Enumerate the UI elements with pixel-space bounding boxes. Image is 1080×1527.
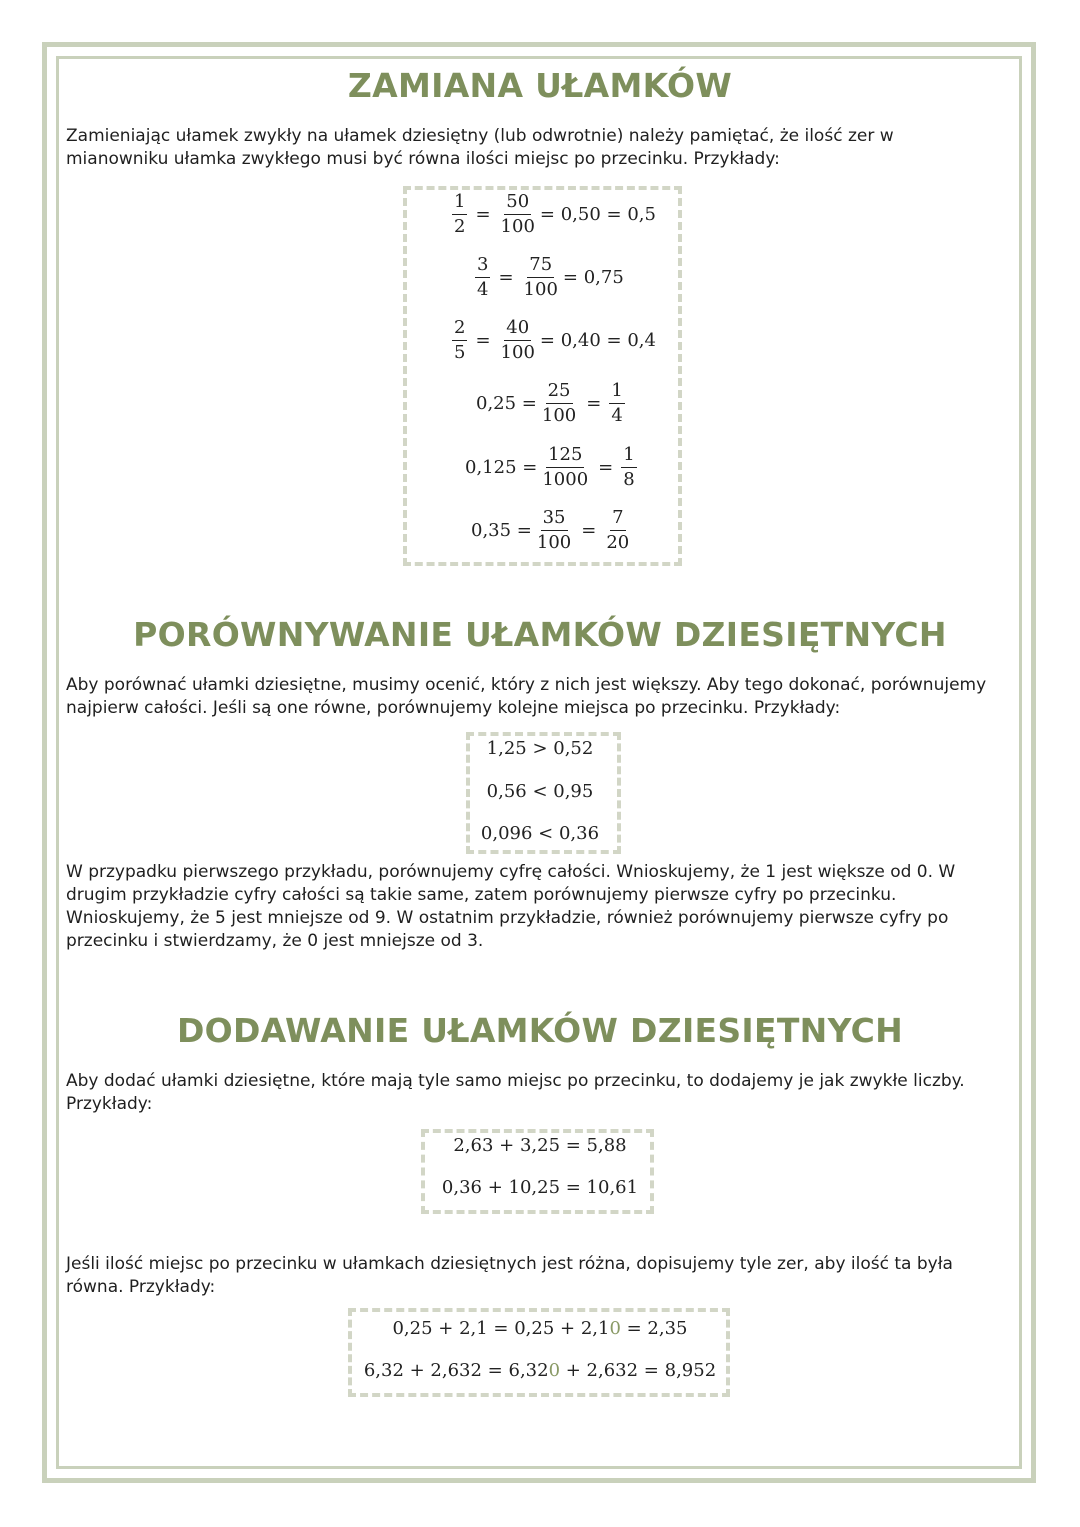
comparison-example: 0,096 < 0,36 [480, 823, 600, 844]
paragraph-line: przecinku i stwierdzamy, że 0 jest mniejsze od 3. [66, 931, 484, 951]
paragraph-line: Aby dodać ułamki dziesiętne, które mają tyle samo miejsc po przecinku, to dodajemy je jak zwykłe liczby. [66, 1071, 965, 1091]
fraction: $\frac{1}{2}$ [454, 191, 466, 237]
fraction: $\frac{3}{4}$ [477, 254, 489, 300]
fraction: $\frac{1}{4}$ [611, 380, 623, 426]
paragraph-addition-padding [66, 1253, 1026, 1299]
paragraph-line: równa. Przykłady: [66, 1277, 216, 1297]
paragraph-line: Aby porównać ułamki dziesiętne, musimy ocenić, który z nich jest większy. Aby tego dokonać, porównujemy [66, 675, 987, 695]
section-title-conversion: ZAMIANA UŁAMKÓW [347, 66, 733, 105]
paragraph-line: Zamieniając ułamek zwykły na ułamek dziesiętny (lub odwrotnie) należy pamiętać, że ilość zer w [66, 126, 894, 146]
fraction: $\frac{1}{8}$ [623, 444, 635, 490]
conversion-example-2: $\frac{3}{4}$ = $\frac{75}{100}$ = 0,75 [477, 254, 624, 300]
paragraph-line: Jeśli ilość miejsc po przecinku w ułamkach dziesiętnych jest różna, dopisujemy tyle zer, aby ilość ta była [66, 1254, 953, 1274]
paragraph-line: mianowniku ułamka zwykłego musi być równa ilości miejsc po przecinku. Przykłady: [66, 149, 780, 169]
paragraph-line: Wnioskujemy, że 5 jest mniejsze od 9. W ostatnim przykładzie, również porównujemy pierwsze cyfry po [66, 908, 949, 928]
fraction: $\frac{75}{100}$ [523, 254, 558, 300]
added-zero: 0 [609, 1318, 621, 1339]
addition-example: 2,63 + 3,25 = 5,88 [453, 1135, 627, 1156]
section-title-comparison: PORÓWNYWANIE UŁAMKÓW DZIESIĘTNYCH [133, 615, 947, 654]
fraction: $\frac{50}{100}$ [500, 191, 535, 237]
paragraph-addition [66, 1070, 1026, 1116]
fraction: $\frac{35}{100}$ [536, 507, 572, 553]
padding-example: 6,32 + 2,632 = 6,320 + 2,632 = 8,952 [363, 1360, 717, 1381]
addition-example: 0,36 + 10,25 = 10,61 [441, 1177, 639, 1198]
paragraph-line: W przypadku pierwszego przykładu, porównujemy cyfrę całości. Wnioskujemy, że 1 jest większe od 0. W [66, 862, 956, 882]
paragraph-comparison-explanation [66, 861, 1026, 953]
conversion-example-1: $\frac{1}{2}$ = $\frac{50}{100}$ = 0,50 = 0,5 [454, 191, 656, 237]
paragraph-comparison [66, 674, 1026, 720]
fraction: $\frac{7}{20}$ [606, 507, 630, 553]
comparison-example: 1,25 > 0,52 [486, 738, 594, 759]
paragraph-conversion [66, 125, 1026, 171]
fraction: $\frac{2}{5}$ [454, 317, 466, 363]
paragraph-line: Przykłady: [66, 1094, 153, 1114]
fraction: $\frac{40}{100}$ [500, 317, 535, 363]
fraction: $\frac{25}{100}$ [541, 380, 577, 426]
paragraph-line: drugim przykładzie cyfry całości są takie same, zatem porównujemy pierwsze cyfry po przecinku. [66, 885, 897, 905]
conversion-example-6: 0,35 = $\frac{35}{100}$ = $\frac{7}{20}$ [471, 507, 630, 553]
section-title-addition: DODAWANIE UŁAMKÓW DZIESIĘTNYCH [176, 1011, 904, 1050]
added-zero: 0 [548, 1360, 561, 1381]
padding-example: 0,25 + 2,1 = 0,25 + 2,10 = 2,35 [392, 1318, 688, 1339]
paragraph-line: najpierw całości. Jeśli są one równe, porównujemy kolejne miejsca po przecinku. Przykłady: [66, 698, 841, 718]
fraction: $\frac{125}{1000}$ [542, 444, 589, 490]
conversion-example-3: $\frac{2}{5}$ = $\frac{40}{100}$ = 0,40 = 0,4 [454, 317, 656, 363]
comparison-example: 0,56 < 0,95 [486, 781, 594, 802]
conversion-example-4: 0,25 = $\frac{25}{100}$ = $\frac{1}{4}$ [476, 380, 623, 426]
conversion-example-5: 0,125 = $\frac{125}{1000}$ = $\frac{1}{8}$ [465, 444, 635, 490]
